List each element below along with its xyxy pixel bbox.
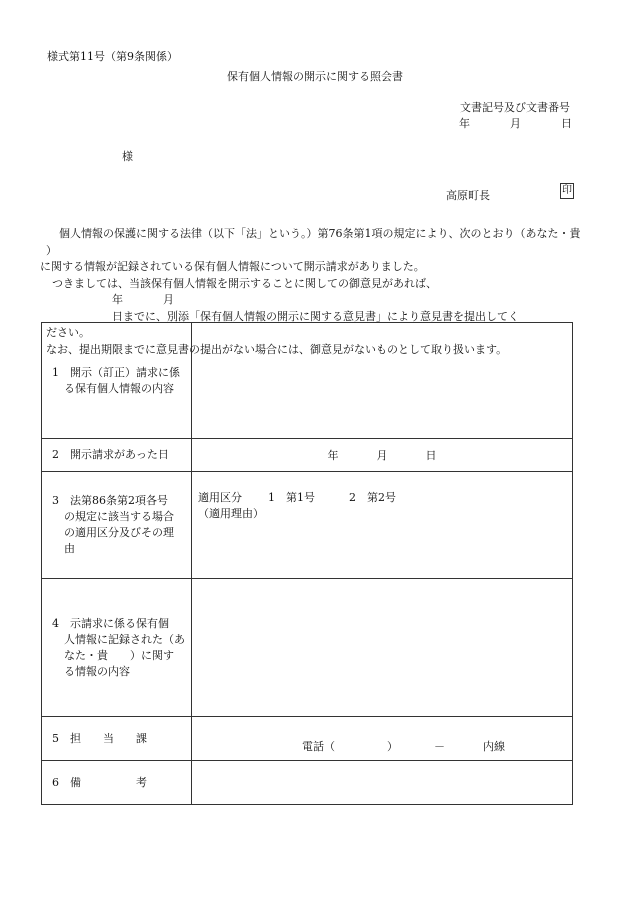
row3-label-line: 由	[64, 542, 75, 555]
row3-label-line: の適用区分及びその理	[64, 526, 174, 539]
row2-label: 2 開示請求があった日	[42, 439, 192, 472]
issue-date	[459, 115, 572, 131]
doc-number-label: 文書記号及び文書番号	[460, 101, 570, 114]
date-year: 年	[459, 117, 470, 130]
category-option-2[interactable]: 2 第2号	[349, 491, 396, 504]
body-paragraph-3	[46, 292, 586, 325]
row4-value-field[interactable]	[192, 579, 573, 717]
request-date-year: 年	[327, 449, 339, 462]
row6-label: 6 備 考	[42, 761, 192, 805]
row3-label	[42, 472, 192, 579]
row5-label: 5 担 当 課	[42, 717, 192, 761]
issuer: 高原町長	[446, 189, 490, 202]
row5-contact-field[interactable]	[192, 717, 573, 761]
phone-open: 電話（	[302, 740, 335, 753]
table-row	[42, 439, 573, 472]
body-paragraph-5: なお、提出期限までに意見書の提出がない場合には、御意見がないものとして取り扱います。	[46, 342, 508, 356]
category-option-1[interactable]: 1 第1号	[268, 491, 315, 504]
request-date-month: 月	[376, 449, 388, 462]
table-row	[42, 579, 573, 717]
date-day: 日	[561, 117, 572, 130]
table-row	[42, 717, 573, 761]
row3-category-field[interactable]	[192, 472, 573, 579]
table-row	[42, 761, 573, 805]
phone-close: ）	[387, 740, 398, 753]
row4-label-line: 人情報に記録された（あ	[64, 632, 185, 646]
inquiry-table	[41, 322, 573, 805]
body-paragraph-4: ださい。	[46, 326, 90, 339]
phone-extension: 内線	[483, 740, 505, 753]
row1-label-line: る保有個人情報の内容	[64, 381, 174, 395]
row4-label	[42, 579, 192, 717]
page-title: 保有個人情報の開示に関する照会書	[227, 70, 403, 83]
deadline-rest: 日までに、別添「保有個人情報の開示に関する意見書」により意見書を提出してく	[112, 309, 519, 323]
deadline-year: 年	[112, 293, 123, 306]
body-paragraph-1: 個人情報の保護に関する法律（以下「法」という。）第76条第1項の規定により、次のとおり（あなた・貴 ）	[46, 227, 581, 257]
row3-label-line: 3 法第86条第2項各号	[52, 494, 168, 507]
row2-date-field[interactable]	[192, 439, 573, 472]
request-date-day: 日	[425, 449, 437, 462]
row6-remarks-field[interactable]	[192, 761, 573, 805]
row1-label-line: 1 開示（訂正）請求に係	[52, 365, 180, 379]
row4-label-line: なた・貴 ）に関す	[64, 648, 174, 662]
table-row	[42, 472, 573, 579]
seal-mark: 印	[560, 183, 574, 199]
row4-label-line: る情報の内容	[64, 664, 130, 678]
body-paragraph-1-cont: に関する情報が記録されている保有個人情報について開示請求がありました。	[40, 260, 425, 273]
row1-label	[42, 323, 192, 439]
row1-value-field[interactable]	[192, 323, 573, 439]
row3-label-line: の規定に該当する場合	[64, 510, 174, 523]
date-month: 月	[510, 117, 521, 130]
phone-dash: －	[434, 740, 445, 753]
addressee: 様	[122, 150, 133, 163]
row4-label-line: 4 示請求に係る保有個	[52, 616, 169, 630]
category-head: 適用区分	[198, 491, 242, 504]
category-options	[198, 490, 566, 506]
table-row	[42, 323, 573, 439]
form-number: 様式第11号（第9条関係）	[47, 50, 178, 63]
category-reason: （適用理由）	[198, 507, 264, 520]
body-paragraph-2: つきましては、当該保有個人情報を開示することに関しての御意見があれば、	[52, 276, 437, 290]
deadline-month: 月	[163, 293, 174, 306]
